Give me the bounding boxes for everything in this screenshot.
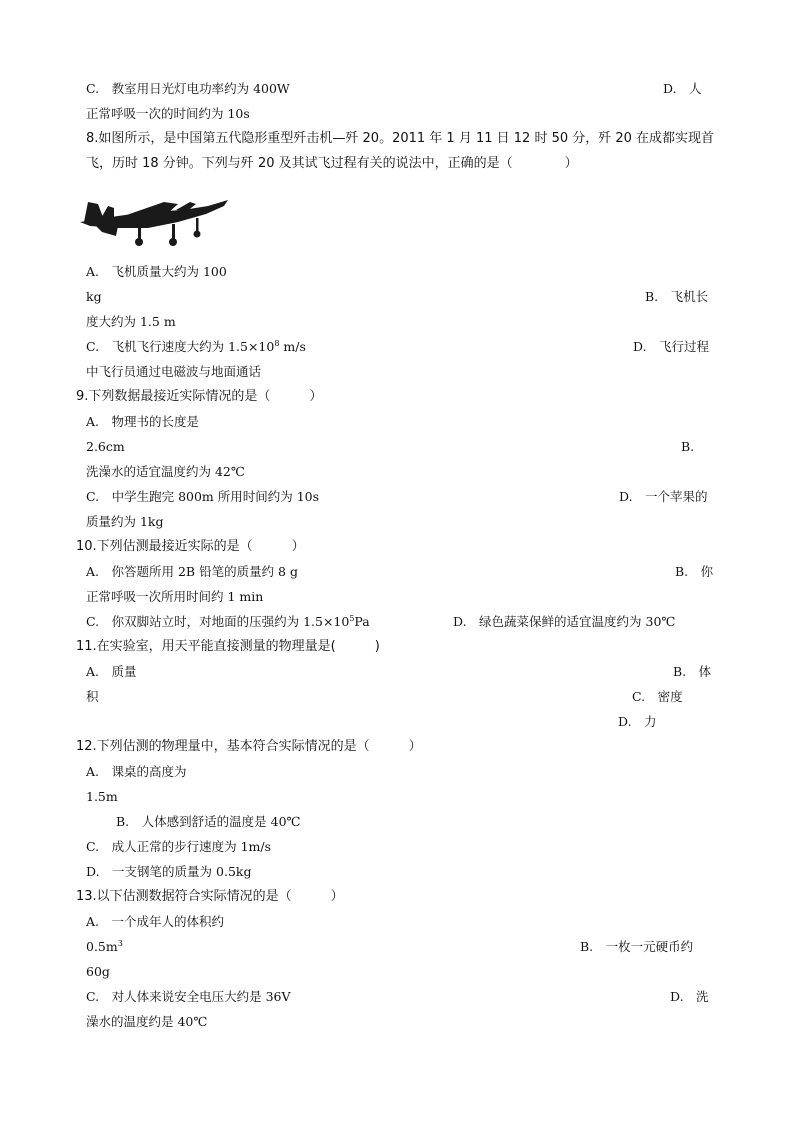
q8-stem-line2: 飞，历时 18 分钟。下列与歼 20 及其试飞过程有关的说法中，正确的是（ ） — [86, 156, 578, 171]
q13-option-d: D. 洗 — [670, 989, 709, 1004]
q12-option-a: A. 课桌的高度为 — [86, 764, 187, 779]
q9-option-b: 洗澡水的适宜温度约为 42℃ — [86, 464, 245, 479]
q8-option-b: B. 飞机长 — [645, 289, 709, 304]
q11-option-b: B. 体 — [673, 664, 712, 679]
q9-stem: 9.下列数据最接近实际情况的是（ ） — [76, 389, 323, 404]
q11-stem: 11.在实验室，用天平能直接测量的物理量是( ) — [76, 639, 380, 654]
q11-option-a: A. 质量 — [86, 664, 137, 679]
q9-option-b-label: B. — [681, 439, 695, 454]
q7-option-d: D. 人 — [663, 81, 702, 96]
q12-option-a-cont: 1.5m — [86, 789, 118, 804]
q11-option-b-cont: 积 — [86, 689, 99, 704]
q8-option-a: A. 飞机质量大约为 100 — [86, 264, 227, 279]
q11-option-c: C. 密度 — [632, 689, 683, 704]
q10-option-d: D. 绿色蔬菜保鲜的适宜温度约为 30℃ — [453, 614, 676, 629]
fighter-jet-image — [78, 192, 230, 250]
q9-option-a-cont: 2.6cm — [86, 439, 125, 454]
q9-option-a: A. 物理书的长度是 — [86, 414, 200, 429]
q13-stem: 13.以下估测数据符合实际情况的是（ ） — [76, 889, 344, 904]
q8-option-a-unit: kg — [86, 289, 102, 304]
q9-option-d: D. 一个苹果的 — [619, 489, 708, 504]
q13-option-a: A. 一个成年人的体积约 — [86, 914, 225, 929]
q7-option-c: C. 教室用日光灯电功率约为 400W — [86, 81, 290, 96]
q13-option-a-cont: $0.5m^3$ — [86, 938, 123, 954]
q10-option-a: A. 你答题所用 2B 铅笔的质量约 8 g — [86, 564, 298, 579]
q8-option-d-cont: 中飞行员通过电磁波与地面通话 — [86, 364, 262, 379]
q9-option-d-cont: 质量约为 1kg — [86, 514, 164, 529]
q8-option-b-cont: 度大约为 1.5 m — [86, 314, 176, 329]
fighter-jet-silhouette-icon — [80, 200, 228, 246]
q10-stem: 10.下列估测最接近实际的是（ ） — [76, 539, 305, 554]
q9-option-c: C. 中学生跑完 800m 所用时间约为 10s — [86, 489, 320, 504]
q13-option-c: C. 对人体来说安全电压大约是 36V — [86, 989, 291, 1004]
q13-option-b-cont: 60g — [86, 964, 110, 979]
q12-option-b: B. 人体感到舒适的温度是 40℃ — [116, 814, 301, 829]
q12-option-c: C. 成人正常的步行速度为 1m/s — [86, 839, 271, 854]
q12-option-d: D. 一支钢笔的质量为 0.5kg — [86, 864, 252, 879]
q7-option-d-cont: 正常呼吸一次的时间约为 10s — [86, 106, 250, 121]
q13-option-d-cont: 澡水的温度约是 40℃ — [86, 1014, 208, 1029]
q10-option-b: B. 你 — [675, 564, 714, 579]
q10-option-b-cont: 正常呼吸一次所用时间约 1 min — [86, 589, 264, 604]
q10-option-c: C. 你双脚站立时，对地面的压强约为 $1.5\times 10^5Pa$ — [86, 613, 370, 629]
q8-stem-line1: 8.如图所示，是中国第五代隐形重型歼击机—歼 20。2011 年 1 月 11 日 12 时 50 分，歼 20 在成都实现首 — [86, 131, 715, 146]
q13-option-b: B. 一枚一元硬币约 — [580, 939, 694, 954]
q8-option-d: D. 飞行过程 — [633, 339, 710, 354]
q11-option-d: D. 力 — [618, 714, 657, 729]
q12-stem: 12.下列估测的物理量中，基本符合实际情况的是（ ） — [76, 739, 422, 754]
q8-option-c: C. 飞机飞行速度大约为 $1.5\times 10^8$ m/s — [86, 338, 306, 354]
